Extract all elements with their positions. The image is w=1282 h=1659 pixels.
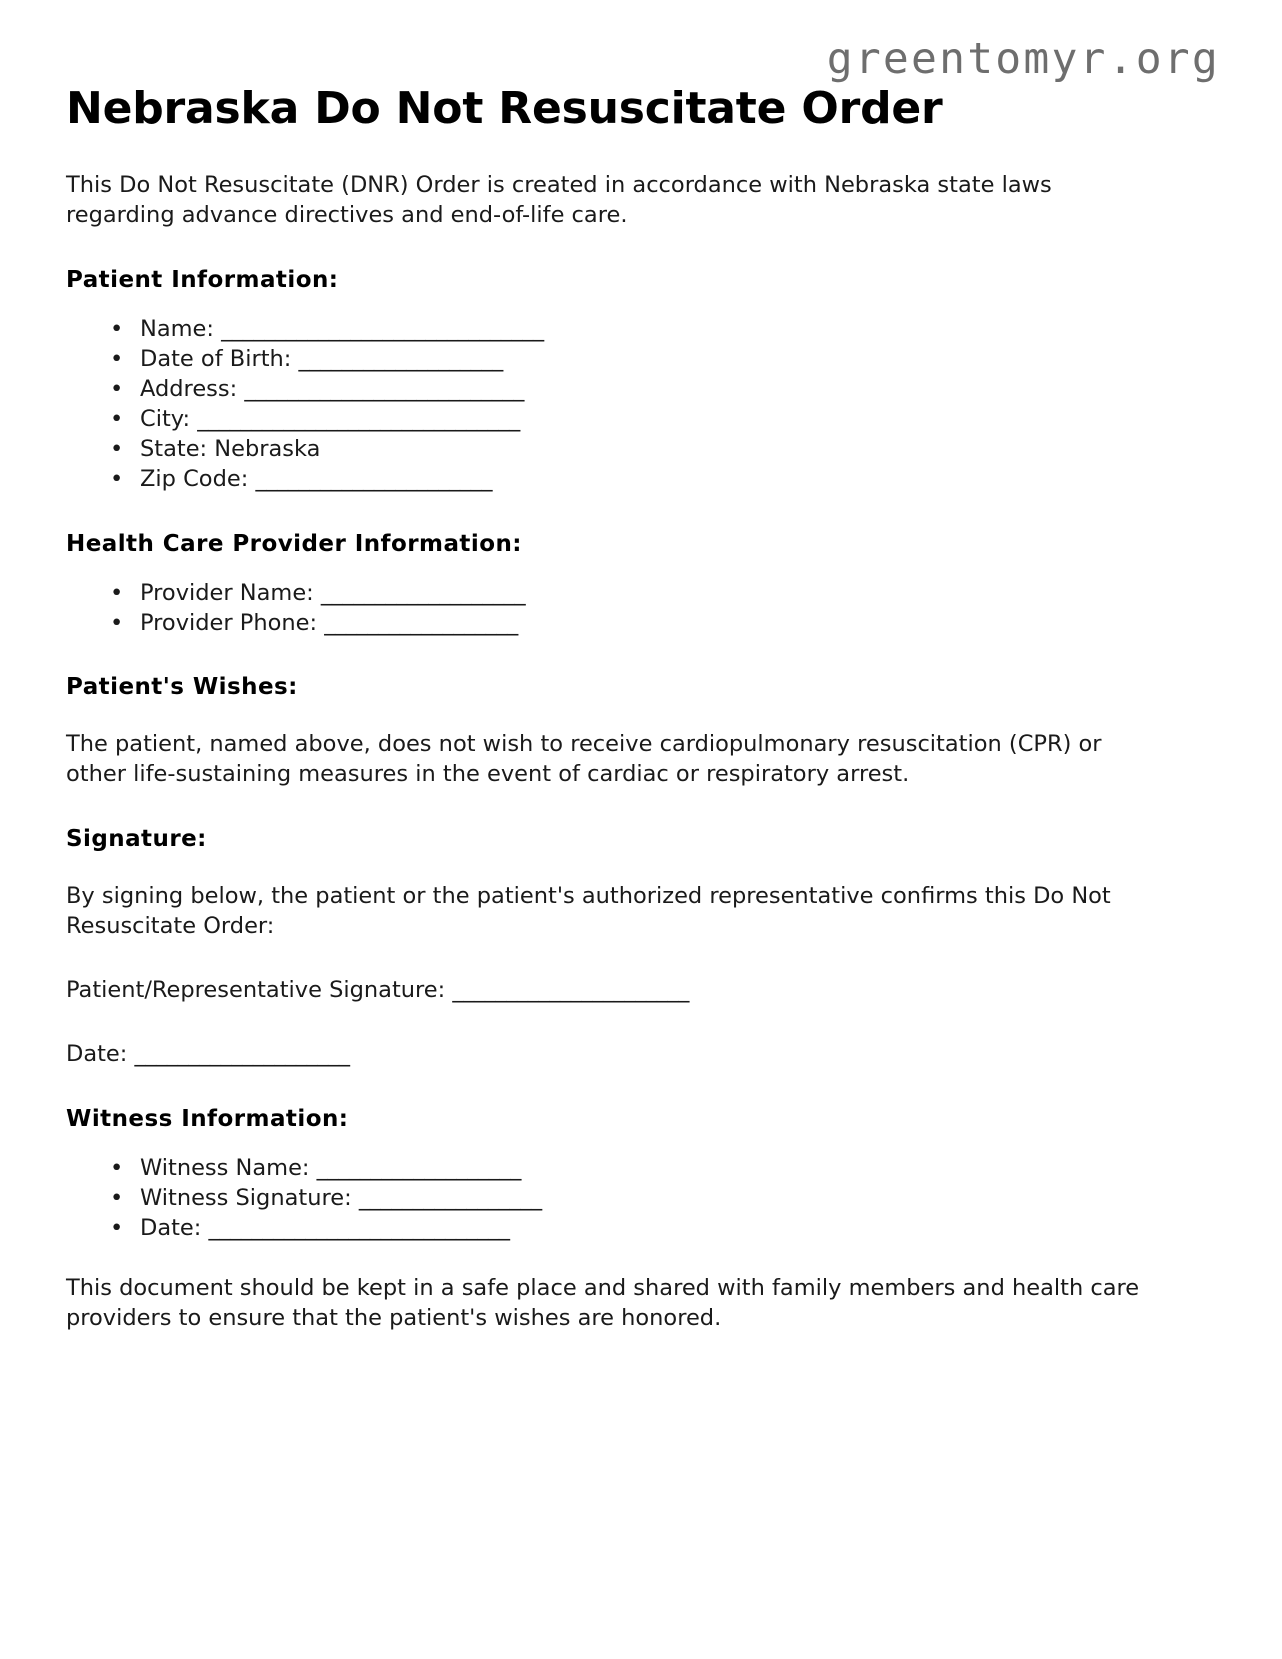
witness-information-list: [66, 1154, 1216, 1244]
field-blank[interactable]: __________________: [324, 609, 518, 636]
section-heading-witness-information: Witness Information:: [66, 1106, 349, 1133]
field-label: Zip Code:: [140, 465, 249, 492]
field-blank[interactable]: ____________________: [134, 1041, 350, 1068]
field-blank[interactable]: __________________________: [244, 375, 524, 402]
field-label: State: Nebraska: [140, 435, 321, 462]
field-blank[interactable]: ___________________: [316, 1155, 521, 1182]
bullet-icon: •: [110, 375, 124, 402]
list-item: [110, 435, 1216, 465]
field-label: Name:: [140, 316, 214, 343]
patient-wishes-paragraph: The patient, named above, does not wish to receive cardiopulmonary resuscitation (CPR) or other life-sustaining measures in the event of cardiac or respiratory arrest.: [66, 731, 1102, 788]
field-blank[interactable]: ______________________________: [197, 405, 520, 432]
bullet-icon: •: [110, 1184, 124, 1211]
list-item: [110, 609, 1216, 639]
field-label: Witness Signature:: [140, 1184, 352, 1211]
bullet-icon: •: [110, 346, 124, 373]
list-item: [110, 579, 1216, 609]
section-heading-patient-information: Patient Information:: [66, 267, 339, 294]
bullet-icon: •: [110, 465, 124, 492]
list-item: [110, 315, 1216, 345]
page-title: Nebraska Do Not Resuscitate Order: [66, 83, 943, 134]
section-heading-provider-information: Health Care Provider Information:: [66, 530, 522, 557]
field-label: Witness Name:: [140, 1155, 310, 1182]
field-label: Provider Phone:: [140, 609, 318, 636]
list-item: [110, 405, 1216, 435]
field-label: Date:: [66, 1041, 128, 1068]
bullet-icon: •: [110, 579, 124, 606]
list-item: [110, 1154, 1216, 1184]
field-blank[interactable]: ______________________________: [221, 316, 544, 343]
list-item: [110, 1184, 1216, 1214]
patient-information-list: [66, 315, 1216, 495]
field-label: Date:: [140, 1214, 202, 1241]
site-watermark: greentomyr.org: [826, 34, 1220, 84]
list-item: [110, 465, 1216, 495]
signature-date-row: [66, 1040, 1216, 1070]
field-label: Patient/Representative Signature:: [66, 977, 446, 1004]
field-blank[interactable]: ______________________: [452, 977, 689, 1004]
field-label: City:: [140, 405, 191, 432]
section-heading-signature: Signature:: [66, 826, 207, 853]
bullet-icon: •: [110, 435, 124, 462]
field-blank[interactable]: ______________________: [255, 465, 492, 492]
bullet-icon: •: [110, 316, 124, 343]
provider-information-list: [66, 579, 1216, 639]
list-item: [110, 1214, 1216, 1244]
field-blank[interactable]: _________________: [358, 1184, 542, 1211]
closing-paragraph: This document should be kept in a safe place and shared with family members and health care providers to ensure that the patient's wishes are honored.: [66, 1274, 1140, 1331]
list-item: [110, 375, 1216, 405]
field-blank[interactable]: ___________________: [298, 346, 503, 373]
bullet-icon: •: [110, 609, 124, 636]
section-heading-patient-wishes: Patient's Wishes:: [66, 674, 298, 701]
list-item: [110, 345, 1216, 375]
field-blank[interactable]: ____________________________: [208, 1214, 510, 1241]
signature-paragraph: By signing below, the patient or the patient's authorized representative confirms this Do Not Resuscitate Order:: [66, 883, 1111, 940]
field-label: Provider Name:: [140, 579, 314, 606]
intro-paragraph: This Do Not Resuscitate (DNR) Order is created in accordance with Nebraska state laws regarding advance directives and end-of-life care.: [66, 172, 1052, 229]
bullet-icon: •: [110, 1155, 124, 1182]
field-label: Date of Birth:: [140, 346, 292, 373]
patient-signature-row: [66, 976, 1216, 1006]
bullet-icon: •: [110, 1214, 124, 1241]
field-label: Address:: [140, 375, 238, 402]
field-blank[interactable]: ___________________: [320, 579, 526, 606]
bullet-icon: •: [110, 405, 124, 432]
